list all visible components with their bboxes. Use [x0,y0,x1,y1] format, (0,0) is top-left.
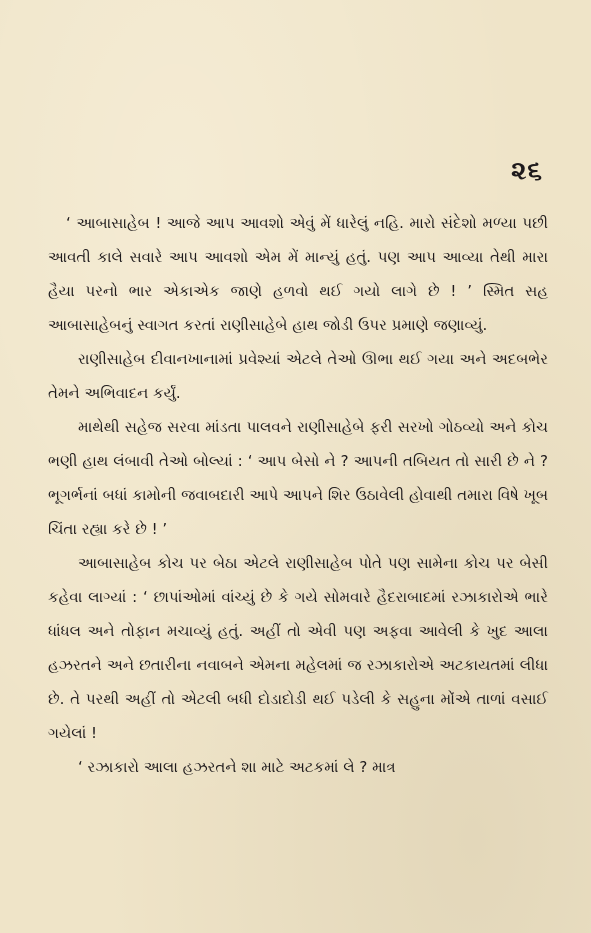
paragraph-4: આબાસાહેબ કોચ પર બેઠા એટલે રાણીસાહેબ પોતે પણ સામેના કોચ પર બેસી કહેવા લાગ્યાં : ‘ છાપાંઓમાં વાંચ્યું છે કે ગયે સોમવારે હૈદરાબાદમાં રઝાકારોએ ભારે ધાંધલ અને તોફાન મચાવ્યું હતું. અહીં તો એવી પણ અફવા આવેલી કે ખુદ આલા હઝરતને અને છતારીના નવાબને એમના મહેલમાં જ રઝાકારોએ અટકાયતમાં લીધા છે. તે પરથી અહીં તો એટલી બધી દોડાદોડી થઈ પડેલી કે સહુના મોંએ તાળાં વસાઈ ગયેલાં ! [48,554,548,742]
paragraph-2: રાણીસાહેબ દીવાનખાનામાં પ્રવેશ્યાં એટલે તેઓ ઊભા થઈ ગયા અને અદબભેર તેમને અભિવાદન કર્યું. [48,350,548,402]
paragraph-3: માથેથી સહેજ સરવા માંડતા પાલવને રાણીસાહેબે ફરી સરખો ગોઠવ્યો અને કોચ ભણી હાથ લંબાવી તેઓ બોલ્યાં : ‘ આપ બેસો ને ? આપની તબિયત તો સારી છે ને ? ભૂગર્ભનાં બધાં કામોની જવાબદારી આપે આપને શિર ઉઠાવેલી હોવાથી તમારા વિષે ખૂબ ચિંતા રહ્યા કરે છે ! ’ [48,418,548,538]
paragraph-1: ‘ આબાસાહેબ ! આજે આપ આવશો એવું મેં ધારેલું નહિ. મારો સંદેશો મળ્યા પછી આવતી કાલે સવારે આપ આવશો એમ મેં માન્યું હતું. પણ આપ આવ્યા તેથી મારા હૈયા પરનો ભાર એકાએક જાણે હળવો થઈ ગયો લાગે છે ! ’ સ્મિત સહ આબાસાહેબનું સ્વાગત કરતાં રાણીસાહેબે હાથ જોડી ઉપર પ્રમાણે જણાવ્યું. [48,214,548,334]
page-number: ૨૬ [511,156,543,186]
body-text [48,206,548,784]
paragraph-5: ‘ રઝાકારો આલા હઝરતને શા માટે અટકમાં લે ? માત્ર [78,758,396,776]
